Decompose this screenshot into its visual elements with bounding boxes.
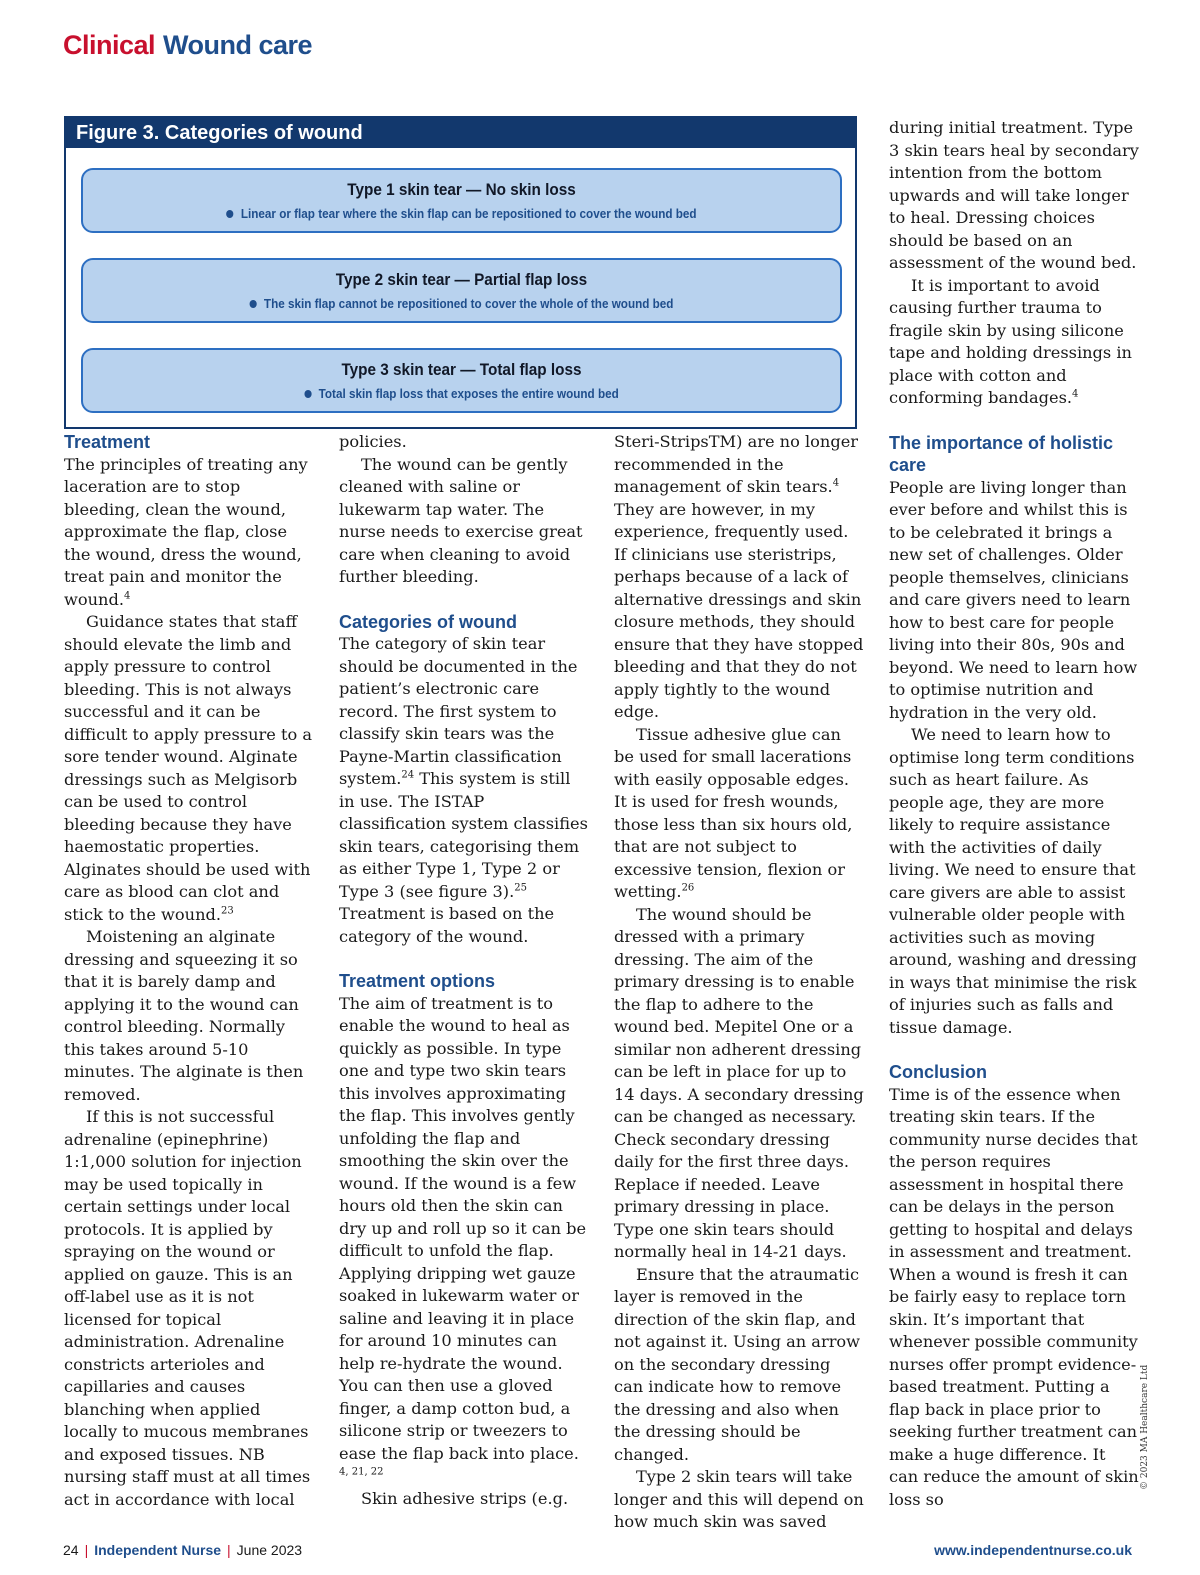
website-link[interactable]: www.independentnurse.co.uk	[934, 1542, 1132, 1558]
paragraph: Time is of the essence when treating skin tears. If the community nurse decides that the person requires assessment in hospital there can be delays in the person getting to hospital and delays in assessment and treatment. When a wound is fresh it can be fairly easy to replace torn skin. It’s important that whenever possible community nurses offer prompt evidence-based treatment. Putting a flap back in place prior to seeking further treatment can make a huge difference. It can reduce the amount of skin loss so	[889, 1084, 1139, 1509]
type1-desc-row	[121, 206, 802, 221]
paragraph: We need to learn how to optimise long term conditions such as heart failure. As people age, they are more likely to require assistance with the activities of daily living. We need to ensure that care givers are able to assist vulnerable older people with activities such as moving around, washing and dressing in ways that minimise the risk of injuries such as falls and tissue damage.	[889, 725, 1137, 1037]
type1-box	[81, 168, 842, 233]
paragraph: The wound should be dressed with a primary dressing. The aim of the primary dressing is to enable the flap to adhere to the wound bed. Mepitel One or a similar non adherent dressing can be left in place for up to 14 days. A secondary dressing can be changed as necessary. Check secondary dressing daily for the first three days. Replace if needed. Leave primary dressing in place. Type one skin tears should normally heal in 14-21 days.	[614, 904, 864, 1261]
paragraph: Type 2 skin tears will take longer and this will depend on how much skin was saved	[614, 1467, 864, 1531]
paragraph: policies.	[339, 432, 407, 451]
footer-left: 24 | Independent Nurse | June 2023	[63, 1542, 303, 1558]
issue-date: June 2023	[236, 1542, 303, 1558]
paragraph: Skin adhesive strips (e.g.	[361, 1488, 569, 1508]
column-4	[889, 117, 1139, 1511]
paragraph: Steri-StripsTM) are no longer recommended in the management of skin tears.$^4$ They are however, in my experience, frequently used. If clinicians use steristrips, perhaps because of a lack of alternative dressings and skin closure methods, they should ensure that they have stopped bleeding and that they do not apply tightly to the wound edge.	[614, 432, 864, 721]
figure-title: Figure 3. Categories of wound	[66, 118, 855, 148]
copyright-notice: © 2023 MA Healthcare Ltd	[1140, 1364, 1150, 1490]
heading-holistic-care: The importance of holistic care	[889, 432, 1114, 475]
paragraph: Moistening an alginate dressing and squeezing it so that it is barely damp and applying it to the wound can control bleeding. Normally this takes around 5-10 minutes. The alginate is then removed.	[64, 927, 304, 1104]
figure-categories-of-wound	[64, 116, 857, 429]
bullet-icon	[226, 210, 233, 218]
paragraph: Ensure that the atraumatic layer is removed in the direction of the skin flap, and not against it. Using an arrow on the secondary dressing can indicate how to remove the dressing and also when the dressing should be changed.	[614, 1264, 861, 1464]
paragraph: The category of skin tear should be documented in the patient’s electronic care record. The first system to classify skin tears was the Payne-Martin classification system.$^{24}$ This system is still in use. The ISTAP classification system classifies skin tears, categorising them as either Type 1, Type 2 or Type 3 (see figure 3).$^{25}$ Treatment is based on the category of the wound.	[339, 634, 588, 946]
paragraph: The principles of treating any laceration are to stop bleeding, clean the wound, approximate the flap, close the wound, dress the wound, treat pain and monitor the wound.$^4$	[64, 454, 308, 609]
type2-desc-row	[121, 296, 802, 311]
page-header	[63, 30, 312, 61]
paragraph: If this is not successful adrenaline (epinephrine) 1:1,000 solution for injection may be used topically in certain settings under local protocols. It is applied by spraying on the wound or applied on gauze. This is an off-label use as it is not licensed for topical administration. Adrenaline constricts arterioles and capillaries and causes blanching when applied locally to mucous membranes and exposed tissues. NB nursing staff must at all times act in accordance with local	[64, 1107, 311, 1509]
paragraph: Guidance states that staff should elevate the limb and apply pressure to control bleeding. This is not always successful and it can be difficult to apply pressure to a sore tender wound. Alginate dressings such as Melgisorb can be used to control bleeding because they have haemostatic properties. Alginates should be used with care as blood can clot and stick to the wound.$^{23}$	[64, 612, 313, 924]
type3-desc: Total skin flap loss that exposes the entire wound bed	[318, 386, 619, 401]
bullet-icon	[250, 300, 257, 308]
type2-box	[81, 258, 842, 323]
paragraph: The aim of treatment is to enable the wound to heal as quickly as possible. In type one and type two skin tears this involves approximating the flap. This involves gently unfolding the flap and smoothing the skin over the wound. If the wound is a few hours old then the skin can dry up and roll up so it can be difficult to unfold the flap. Applying dripping wet gauze soaked in lukewarm water or saline and leaving it in place for around 10 minutes can help re-hydrate the wound. You can then use a gloved finger, a damp cotton bud, a silicone strip or tweezers to ease the flap back into place. $^{4, 21, 22}$	[339, 993, 587, 1478]
page-number: 24	[63, 1542, 79, 1558]
type2-desc: The skin flap cannot be repositioned to cover the whole of the wound bed	[263, 296, 674, 311]
column-2	[339, 431, 589, 1510]
heading-treatment: Treatment	[64, 432, 151, 452]
column-1	[64, 431, 314, 1511]
paragraph: It is important to avoid causing further trauma to fragile skin by using silicone tape and holding dressings in place with cotton and conforming bandages.$^4$	[889, 275, 1132, 407]
paragraph: The wound can be gently cleaned with saline or lukewarm tap water. The nurse needs to exercise great care when cleaning to avoid further bleeding.	[339, 454, 583, 586]
paragraph: during initial treatment. Type 3 skin tears heal by secondary intention from the bottom upwards and will take longer to heal. Dressing choices should be based on an assessment of the wound bed.	[889, 118, 1139, 272]
heading-conclusion: Conclusion	[889, 1062, 987, 1082]
paragraph: People are living longer than ever before and whilst this is to be celebrated it brings a new set of challenges. Older people themselves, clinicians and care givers need to learn how to best care for people living into their 80s, 90s and beyond. We need to learn how to optimise nutrition and hydration in the very old.	[889, 477, 1138, 722]
type3-title: Type 3 skin tear — Total flap loss	[341, 360, 582, 379]
bullet-icon	[304, 390, 311, 398]
type3-box	[81, 348, 842, 413]
type1-desc: Linear or flap tear where the skin flap can be repositioned to cover the wound bed	[240, 206, 697, 221]
section-label: Clinical	[63, 30, 156, 60]
type3-desc-row	[121, 386, 802, 401]
type1-title: Type 1 skin tear — No skin loss	[347, 180, 576, 199]
heading-treatment-options: Treatment options	[339, 971, 496, 991]
publication-name: Independent Nurse	[94, 1542, 222, 1558]
paragraph: Tissue adhesive glue can be used for small lacerations with easily opposable edges. It is used for fresh wounds, those less than six hours old, that are not subject to excessive tension, flexion or wetting.$^{26}$	[614, 724, 853, 901]
heading-categories-of-wound: Categories of wound	[339, 611, 518, 632]
type2-title: Type 2 skin tear — Partial flap loss	[335, 270, 588, 289]
topic-label: Wound care	[163, 30, 313, 60]
column-3	[614, 431, 864, 1534]
